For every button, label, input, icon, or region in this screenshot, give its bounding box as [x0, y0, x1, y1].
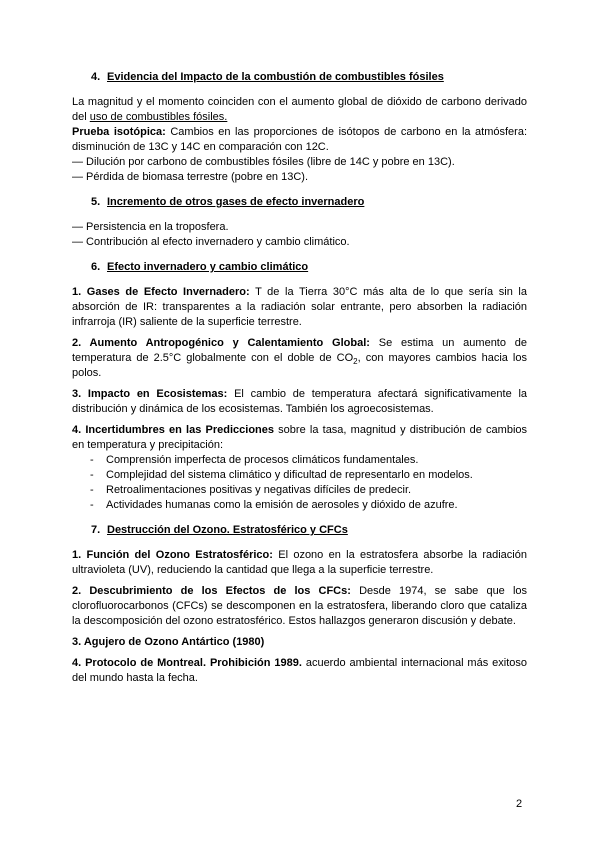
list-item: - Complejidad del sistema climático y dificultad de representarlo en modelos.: [72, 468, 527, 483]
paragraph: [72, 95, 527, 125]
section-number: 5.: [91, 196, 101, 208]
text: Se estima un aumento de temperatura de 2.5°C globalmente con el doble de CO: [72, 337, 527, 364]
section-title: Destrucción del Ozono. Estratosférico y CFCs: [107, 524, 348, 536]
section-5-heading: [91, 195, 527, 210]
numbered-item: [72, 387, 527, 417]
section-number: 6.: [91, 261, 101, 273]
section-number: 4.: [91, 71, 101, 83]
bold-lead: 2. Aumento Antropogénico y Calentamiento Global:: [72, 337, 370, 349]
subscript: 2: [353, 357, 358, 367]
text: , con mayores cambios hacia los polos.: [72, 352, 527, 379]
numbered-item: [72, 423, 527, 453]
text: El ozono en la estratosfera absorbe la radiación ultravioleta (UV), reduciendo la cantidad que llega a la superficie terrestre.: [72, 549, 527, 576]
bold-lead: 1. Gases de Efecto Invernadero:: [72, 286, 250, 298]
section-title: Incremento de otros gases de efecto invernadero: [107, 196, 365, 208]
section-6-heading: [91, 260, 527, 275]
bold-lead: 4. Protocolo de Montreal. Prohibición 1989.: [72, 657, 302, 669]
text: T de la Tierra 30°C más alta de lo que sería sin la absorción de IR: transparentes a la radiación solar entrante, pero absorben la radiación infrarroja (IR) saliente de la superficie terrestre.: [72, 286, 527, 328]
section-4-heading: [91, 70, 527, 85]
numbered-item: [72, 336, 527, 381]
text: La magnitud y el momento coinciden con el aumento global de dióxido de carbono derivado del: [72, 96, 527, 123]
numbered-item: [72, 584, 527, 629]
numbered-item: [72, 656, 527, 686]
list-item: - Comprensión imperfecta de procesos climáticos fundamentales.: [72, 453, 527, 468]
numbered-item: [72, 635, 527, 650]
section-title: Efecto invernadero y cambio climático: [107, 261, 309, 273]
list-item: - Retroalimentaciones positivas y negativas difíciles de predecir.: [72, 483, 527, 498]
numbered-item: [72, 285, 527, 330]
dash-line: — Dilución por carbono de combustibles fósiles (libre de 14C y pobre en 13C).: [72, 156, 455, 168]
text: Cambios en las proporciones de isótopos de carbono en la atmósfera: disminución de 13C y 14C en comparación con 12C.: [72, 126, 528, 153]
bold-lead: Prueba isotópica:: [72, 126, 166, 138]
text: sobre la tasa, magnitud y distribución de cambios en temperatura y precipitación:: [72, 424, 528, 451]
section-title: Evidencia del Impacto de la combustión de combustibles fósiles: [107, 71, 444, 83]
page-number: 2: [516, 798, 523, 810]
paragraph: [72, 125, 527, 155]
numbered-item: [72, 548, 527, 578]
bold-lead: 3. Impacto en Ecosistemas:: [72, 388, 228, 400]
dash-line: — Pérdida de biomasa terrestre (pobre en 13C).: [72, 171, 309, 183]
bold-lead: 1. Función del Ozono Estratosférico:: [72, 549, 273, 561]
underlined-text: uso de combustibles fósiles.: [89, 111, 228, 123]
dash-line: — Persistencia en la troposfera.: [72, 221, 229, 233]
text: El cambio de temperatura afectará significativamente la distribución y dinámica de los ecosistemas. También los agroecosistemas.: [72, 388, 528, 415]
text: acuerdo ambiental internacional más exitoso del mundo hasta la fecha.: [72, 657, 527, 684]
text: Desde 1974, se sabe que los clorofluorocarbonos (CFCs) se descomponen en la estratosfera, liberando cloro que cataliza la descomposición del ozono estratosférico. Estos hallazgos generaron discusión y debate.: [72, 585, 528, 627]
bullet-list: [72, 453, 527, 513]
bold-lead: 4. Incertidumbres en las Predicciones: [72, 424, 274, 436]
dash-line: — Contribución al efecto invernadero y cambio climático.: [72, 236, 350, 248]
document-page: [72, 70, 527, 686]
section-number: 7.: [91, 524, 101, 536]
list-item: - Actividades humanas como la emisión de aerosoles y dióxido de azufre.: [72, 498, 527, 513]
bold-lead: 3. Agujero de Ozono Antártico (1980): [72, 636, 265, 648]
bold-lead: 2. Descubrimiento de los Efectos de los CFCs:: [72, 585, 351, 597]
section-7-heading: [91, 523, 527, 538]
